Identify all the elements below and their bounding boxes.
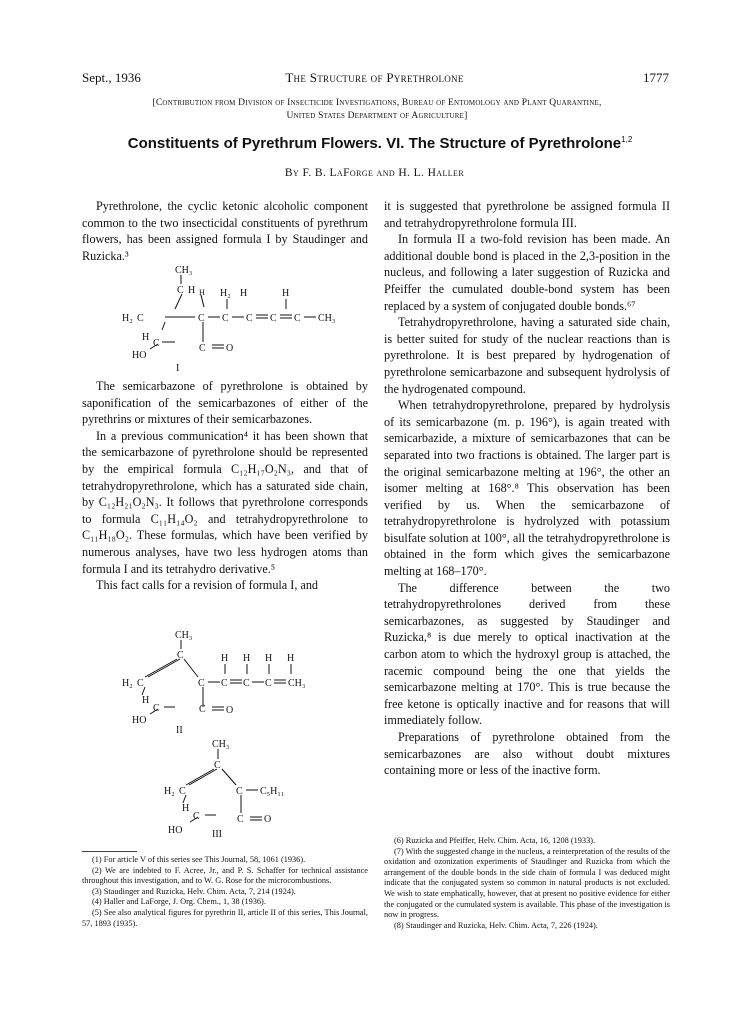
formula-II-c-left: C bbox=[137, 678, 144, 689]
footnote-7: (7) With the suggested change in the nucleus, a reinterpretation of the results of the oxidation and ozonization experiments of Staudinger and Ruzicka from which the arrangement of the double bonds in the side chain of formula I was deduced might indicate that the conjugated system so common in natural products is not excluded. We wish to state emphatically, however, that at present no positive evidence for either the conjugated or the cumulated system is available. This phase of the investigation is now in progress. bbox=[384, 846, 670, 920]
right-col-block bbox=[384, 198, 670, 779]
left-paragraph-4: This fact calls for a revision of formula I, and bbox=[96, 578, 319, 593]
footnote-2: (2) We are indebted to F. Acree, Jr., and P. S. Schaffer for technical assistance throughout this investigation, and to W. G. Rose for the microcombustions. bbox=[82, 865, 368, 886]
formula-II-bonds bbox=[142, 640, 291, 714]
formula-III-c-low: C bbox=[193, 811, 200, 822]
formula-I-c2: C bbox=[246, 313, 253, 324]
formula-II-ch3-end: CH₃ bbox=[288, 678, 306, 689]
formula-III-c-right: C bbox=[236, 786, 243, 797]
formula-II-ho: HO bbox=[132, 715, 147, 726]
formula-I bbox=[120, 262, 340, 374]
formula-III bbox=[160, 737, 360, 841]
right-paragraph-1: it is suggested that pyrethrolone be assigned formula II and tetrahydropyrethrolone formula III. bbox=[384, 199, 670, 230]
formula-III-h-low: H bbox=[182, 803, 190, 814]
formula-I-h-side2: H bbox=[282, 288, 290, 299]
formula-I-bonds bbox=[150, 275, 316, 349]
running-title: The Structure of Pyrethrolone bbox=[285, 70, 464, 85]
formula-I-h-side: H bbox=[240, 288, 248, 299]
footnote-6: (6) Ruzicka and Pfeiffer, Helv. Chim. Acta, 16, 1208 (1933). bbox=[394, 836, 596, 845]
formula-III-label: III bbox=[212, 829, 222, 840]
page-number: 1777 bbox=[643, 70, 669, 85]
formula-III-o: O bbox=[264, 814, 272, 825]
formula-II-c-top: C bbox=[177, 650, 184, 661]
footnote-3: (3) Staudinger and Ruzicka, Helv. Chim. Acta, 7, 214 (1924). bbox=[92, 886, 296, 896]
formula-III-side: C₅H₁₁ bbox=[260, 786, 285, 797]
formula-II-o: O bbox=[226, 705, 234, 716]
formula-II-h3: H bbox=[265, 653, 273, 664]
right-paragraph-4: When tetrahydropyrethrolone, prepared by hydrolysis of its semicarbazone (m. p. 196°), is again treated with semicarbazide, a mixture of semicarbazones that can be separated into two fractions is obtained. The larger part is the original semicarbazone melting at 196°, the other an isomer melting at 168°.⁸ This observation has been verified by us. When the semicarbazone of tetrahydropyrethrolone is hydrolyzed with potassium bisulfate solution at 100°, all the tetrahydropyrethrolone is obtained in the form which gives the semicarbazone melting at 168–170°. bbox=[384, 398, 670, 579]
left-col-block-1 bbox=[82, 198, 368, 264]
formula-I-ho: HO bbox=[132, 350, 147, 361]
formula-III-c-top: C bbox=[214, 760, 221, 771]
formula-I-c4: C bbox=[294, 313, 301, 324]
formula-III-c-carbonyl: C bbox=[237, 814, 244, 825]
left-paragraph-2: The semicarbazone of pyrethrolone is obtained by saponification of the semicarbazones of either of the pyrethrins or mixtures of their semicarbazones. bbox=[82, 379, 368, 427]
formula-II-h-low: H bbox=[142, 695, 150, 706]
contribution-note bbox=[82, 97, 672, 123]
right-paragraph-2: In formula II a two-fold revision has been made. An additional double bond is placed in the 2,3-position in the nucleus, and following a later suggestion of Ruzicka and Pfeiffer the cumulated double-bond system has been replaced by a system of conjugated double bonds.⁶⁷ bbox=[384, 232, 670, 313]
formula-I-o: O bbox=[226, 343, 234, 354]
formula-I-c1: C bbox=[222, 313, 229, 324]
formula-III-h2-left: H₂ bbox=[164, 786, 175, 797]
left-paragraph-3: In a previous communication⁴ it has been shown that the semicarbazone of pyrethrolone should be represented by the empirical formula C₁₂H₁₇O₂N₃, and that of tetrahydropyrethrolone, which has a saturated side chain, by C₁₂H₂₁O₂N₃. It follows that pyrethrolone corresponds to formula C₁₁H₁₄O₂ and tetrahydropyrethrolone to C₁₁H₁₈O₂. These formulas, which have been verified by numerous analyses, have two less hydrogen atoms than formula I and its tetrahydro derivative.⁵ bbox=[82, 428, 368, 576]
formula-II-h2: H bbox=[243, 653, 251, 664]
formula-I-c-low: C bbox=[153, 338, 160, 349]
formula-I-label: I bbox=[176, 363, 180, 374]
formula-I-c-carbonyl: C bbox=[199, 343, 206, 354]
formula-I-h-upper: H bbox=[199, 288, 205, 297]
formula-II-h4: H bbox=[287, 653, 295, 664]
formula-I-h-low: H bbox=[142, 332, 150, 343]
formula-I-c3: C bbox=[270, 313, 277, 324]
footnotes-left bbox=[82, 855, 368, 929]
footnote-8: (8) Staudinger and Ruzicka, Helv. Chim. Acta, 7, 226 (1924). bbox=[394, 920, 598, 930]
right-paragraph-5: The difference between the two tetrahydropyrethrolones derived from these semicarbazones, as suggested by Staudinger and Ruzicka,⁸ is due merely to optical inactivation at the carbon atom to which the hydroxyl group is attached, the racemic compound being the one that yields the semicarbazone melting at 170°. This is true because the free ketone is optically inactive and for reasons that will immediately follow. bbox=[384, 580, 670, 728]
formula-III-ho: HO bbox=[168, 825, 183, 836]
formula-II-label: II bbox=[176, 725, 183, 736]
formula-I-c-top: C bbox=[177, 285, 184, 296]
byline: By F. B. LaForge and H. L. Haller bbox=[284, 167, 465, 179]
formula-III-ch3: CH₃ bbox=[212, 739, 230, 750]
formula-III-c-left: C bbox=[179, 786, 186, 797]
formula-I-h2: H₂ bbox=[220, 288, 231, 299]
formula-II-h1: H bbox=[221, 653, 229, 664]
article-title-footnote-refs: 1,2 bbox=[621, 135, 633, 144]
formula-II-c3: C bbox=[265, 678, 272, 689]
formula-I-h2-left: H₂ bbox=[122, 313, 133, 324]
formula-I-ch3-end: CH₃ bbox=[318, 313, 336, 324]
formula-II-ch3: CH₃ bbox=[175, 630, 193, 641]
footnote-5: (5) See also analytical figures for pyrethrin II, article II of this series, This Journal, 57, 1893 (1935). bbox=[82, 907, 368, 928]
formula-I-c-left: C bbox=[137, 313, 144, 324]
footnote-1: (1) For article V of this series see This Journal, 58, 1061 (1936). bbox=[92, 855, 306, 864]
article-title-text: Constituents of Pyrethrum Flowers. VI. The Structure of Pyrethrolone bbox=[127, 135, 622, 152]
contribution-line-2: United States Department of Agriculture] bbox=[286, 111, 468, 121]
footnotes-right bbox=[384, 836, 670, 931]
header-date: Sept., 1936 bbox=[82, 70, 141, 85]
formula-I-h-ring: H bbox=[188, 285, 196, 296]
formula-II-c-low: C bbox=[153, 703, 160, 714]
article-title bbox=[60, 135, 700, 152]
formula-II-c-right: C bbox=[198, 678, 205, 689]
footnote-4: (4) Haller and LaForge, J. Org. Chem., 1, 38 (1936). bbox=[92, 897, 266, 907]
left-paragraph-1: Pyrethrolone, the cyclic ketonic alcoholic component common to the two insecticidal constituents of pyrethrum flowers, has been assigned formula I by Staudinger and Ruzicka.³ bbox=[82, 199, 368, 263]
formula-II-h2-left: H₂ bbox=[122, 678, 133, 689]
formula-I-ch3: CH₃ bbox=[175, 265, 193, 276]
formula-I-c-right: C bbox=[198, 313, 205, 324]
formula-II bbox=[120, 627, 340, 739]
right-paragraph-6: Preparations of pyrethrolone obtained from the semicarbazones are also without doubt mixtures containing more or less of the inactive form. bbox=[384, 730, 670, 778]
formula-II-c1: C bbox=[221, 678, 228, 689]
contribution-line-1: [Contribution from Division of Insecticide Investigations, Bureau of Entomology and Plant Quarantine, bbox=[152, 98, 602, 108]
formula-II-c2: C bbox=[243, 678, 250, 689]
footnote-rule bbox=[82, 851, 137, 852]
formula-II-c-carbonyl: C bbox=[199, 704, 206, 715]
right-paragraph-3: Tetrahydropyrethrolone, having a saturated side chain, is better suited for study of the nuclear reactions than is pyrethrolone. It is best prepared by hydrogenation of pyrethrolone semicarbazone and subsequent hydrolysis of the hydrogenated compound. bbox=[384, 315, 670, 396]
left-col-block-2 bbox=[82, 378, 368, 594]
